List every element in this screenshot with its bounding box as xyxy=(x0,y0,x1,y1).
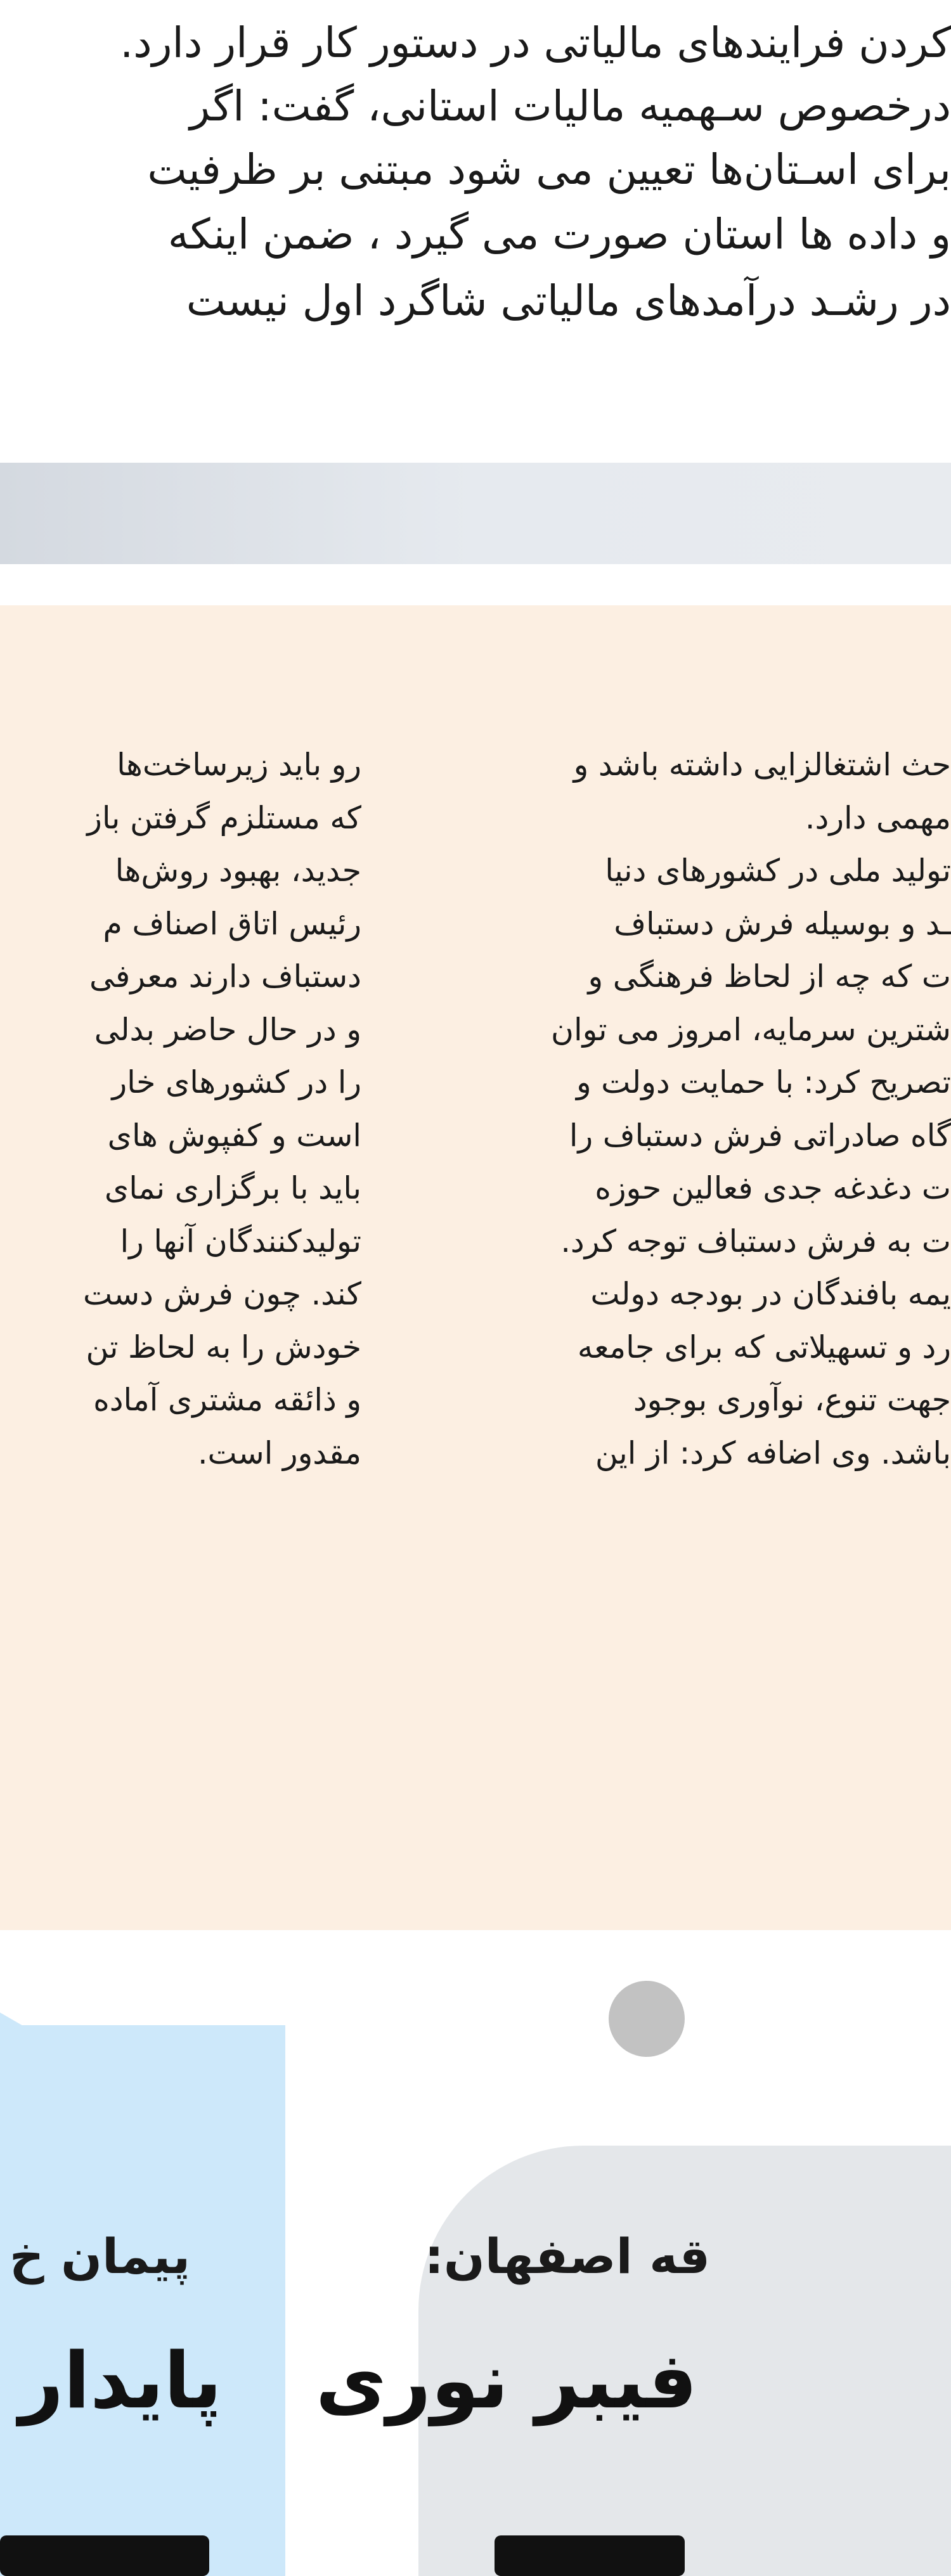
article-line: ت به فرش دستباف توجه کرد. xyxy=(560,1223,951,1259)
article-line: رئیس اتاق اصناف م xyxy=(103,905,361,942)
article-line: تصریح کرد: با حمایت دولت و xyxy=(576,1064,951,1100)
carpet-article-left-column xyxy=(0,738,361,1905)
right-story-headline[interactable]: فیبر نوری xyxy=(315,2336,697,2426)
article-line: حث اشتغالزایی داشته باشد و xyxy=(573,747,951,783)
article-line: شترین سرمایه، امروز می توان xyxy=(551,1011,951,1048)
article-line: کند. چون فرش دست xyxy=(83,1276,361,1312)
article-line: که مستلزم گرفتن باز xyxy=(87,799,361,836)
article-line: را در کشورهای خار xyxy=(112,1064,361,1100)
article-line: تولیدکنندگان آنها را xyxy=(120,1223,361,1259)
article-line: تولید ملی در کشورهای دنیا xyxy=(605,853,951,889)
article-line: یمه بافندگان در بودجه دولت xyxy=(590,1276,951,1312)
left-story-headline[interactable]: پایدار xyxy=(19,2336,222,2426)
article-line: خودش را به لحاظ تن xyxy=(86,1329,361,1365)
article-line: جهت تنوع، نوآوری بوجود xyxy=(633,1382,951,1418)
top-article-line: درخصوص سـهمیه مالیات استانی، گفت: اگر xyxy=(190,82,951,131)
top-article-line: کردن فرایندهای مالیاتی در دستور کار قرار دارد. xyxy=(120,18,951,67)
article-line: ت که چه از لحاظ فرهنگی و xyxy=(588,958,951,995)
article-line: جدید، بهبود روش‌ها xyxy=(115,853,361,889)
article-line: ت دغدغه جدی فعالین حوزه xyxy=(595,1170,951,1206)
top-article xyxy=(0,0,951,437)
decorative-circle-icon xyxy=(609,1981,685,2057)
left-story-kicker[interactable]: پیمان خ xyxy=(9,2228,190,2284)
article-line: و ذائقه مشتری آماده xyxy=(93,1382,361,1418)
article-line: باید با برگزاری نمای xyxy=(104,1170,361,1206)
article-line: مقدور است. xyxy=(197,1434,361,1471)
top-article-line: در رشـد درآمدهای مالیاتی شاگرد اول نیست xyxy=(186,276,951,325)
carpet-article-right-column xyxy=(431,738,951,1905)
article-line: گاه صادراتی فرش دستباف را xyxy=(569,1117,951,1154)
top-article-line: و داده ها استان صورت می گیرد ، ضمن اینکه xyxy=(167,210,951,259)
bottom-stories xyxy=(0,1930,951,2576)
headline-next-line-fragment xyxy=(495,2535,685,2576)
gray-divider-band xyxy=(0,463,951,564)
article-line: رد و تسهیلاتی که برای جامعه xyxy=(577,1329,951,1365)
article-line: رو باید زیرساخت‌ها xyxy=(117,747,361,783)
right-story-kicker[interactable]: قه اصفهان: xyxy=(424,2228,710,2284)
article-line: باشد. وی اضافه کرد: از این xyxy=(595,1434,951,1471)
blue-story-panel xyxy=(0,2025,285,2576)
article-line: مهمی دارد. xyxy=(805,799,951,836)
article-line: و در حال حاضر بدلی xyxy=(94,1011,361,1048)
article-line: است و کفپوش های xyxy=(107,1117,361,1154)
article-line: ـد و بوسیله فرش دستباف xyxy=(614,905,951,942)
headline-next-line-fragment xyxy=(0,2535,209,2576)
top-article-line: برای اسـتان‌ها تعیین می شود مبتنی بر ظرفیت xyxy=(147,145,951,194)
article-line: دستباف دارند معرفی xyxy=(89,958,361,995)
